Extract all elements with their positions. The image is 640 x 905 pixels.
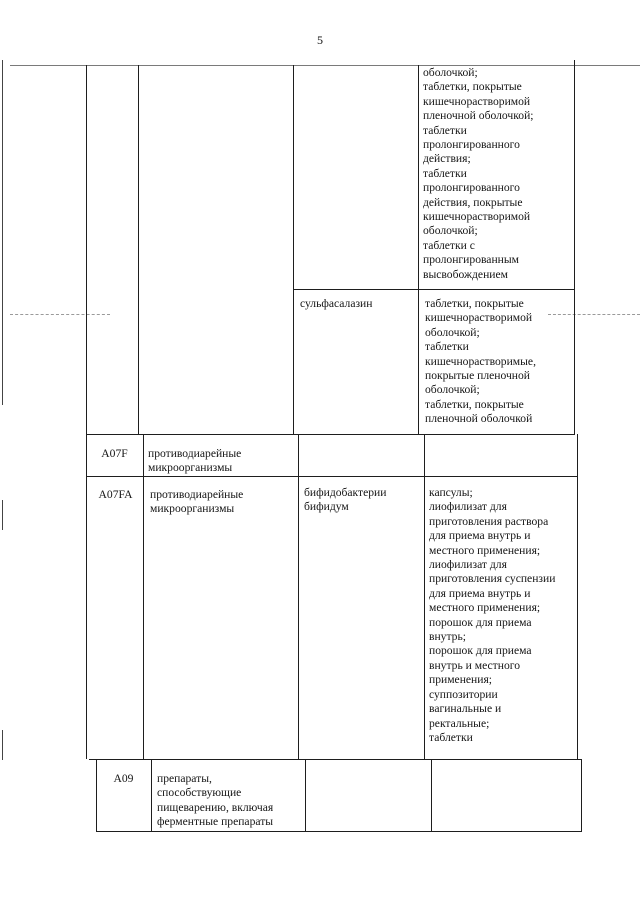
dosage-forms-cell: капсулы; лиофилизат для приготовления раствора для приема внутрь и местного применения; лиофилизат для приготовления суспензии для приема внутрь и местного применения; порошок для приема внутрь; порошок для приема внутрь и местного применения; суппозитории вагинальные и ректальные; таблетки [429, 486, 556, 744]
row-border [89, 759, 581, 760]
page-number: 5 [317, 33, 323, 47]
column-border [431, 759, 432, 831]
column-border [574, 60, 575, 434]
atc-code-cell: A07F [101, 447, 128, 460]
row-border [86, 434, 575, 435]
scan-artifact-dashed-line [10, 314, 110, 315]
atc-name-cell: противодиарейные микроорганизмы [150, 488, 244, 516]
row-border [96, 831, 582, 832]
atc-code-cell: A09 [113, 772, 134, 785]
column-border [577, 434, 578, 759]
column-border [143, 434, 144, 759]
row-border [87, 476, 577, 477]
column-border [293, 65, 294, 434]
inn-cell: сульфасалазин [300, 297, 373, 310]
inn-cell: бифидобактерии бифидум [304, 486, 387, 514]
column-border [96, 759, 97, 831]
column-border [418, 65, 419, 434]
column-border [305, 759, 306, 831]
scan-artifact-edge [2, 730, 3, 760]
column-border [581, 759, 582, 831]
dosage-forms-cell: оболочкой; таблетки, покрытые кишечнорастворимой пленочной оболочкой; таблетки пролонгированного действия; таблетки пролонгированного действия, покрытые кишечнорастворимой оболочкой; таблетки с пролонгированным высвобождением [423, 66, 534, 281]
column-border [151, 759, 152, 831]
scan-artifact-edge [2, 60, 3, 405]
scan-artifact-edge [2, 500, 3, 530]
atc-name-cell: противодиарейные микроорганизмы [148, 447, 242, 475]
column-border [86, 65, 87, 759]
atc-name-cell: препараты, способствующие пищеварению, включая ферментные препараты [157, 772, 274, 829]
row-border [293, 289, 574, 290]
column-border [298, 434, 299, 759]
column-border [138, 65, 139, 434]
column-border [424, 434, 425, 759]
atc-code-cell: A07FA [98, 488, 133, 501]
dosage-forms-cell: таблетки, покрытые кишечнорастворимой оболочкой; таблетки кишечнорастворимые, покрытые пленочной оболочкой; таблетки, покрытые пленочной оболочкой [425, 297, 536, 426]
